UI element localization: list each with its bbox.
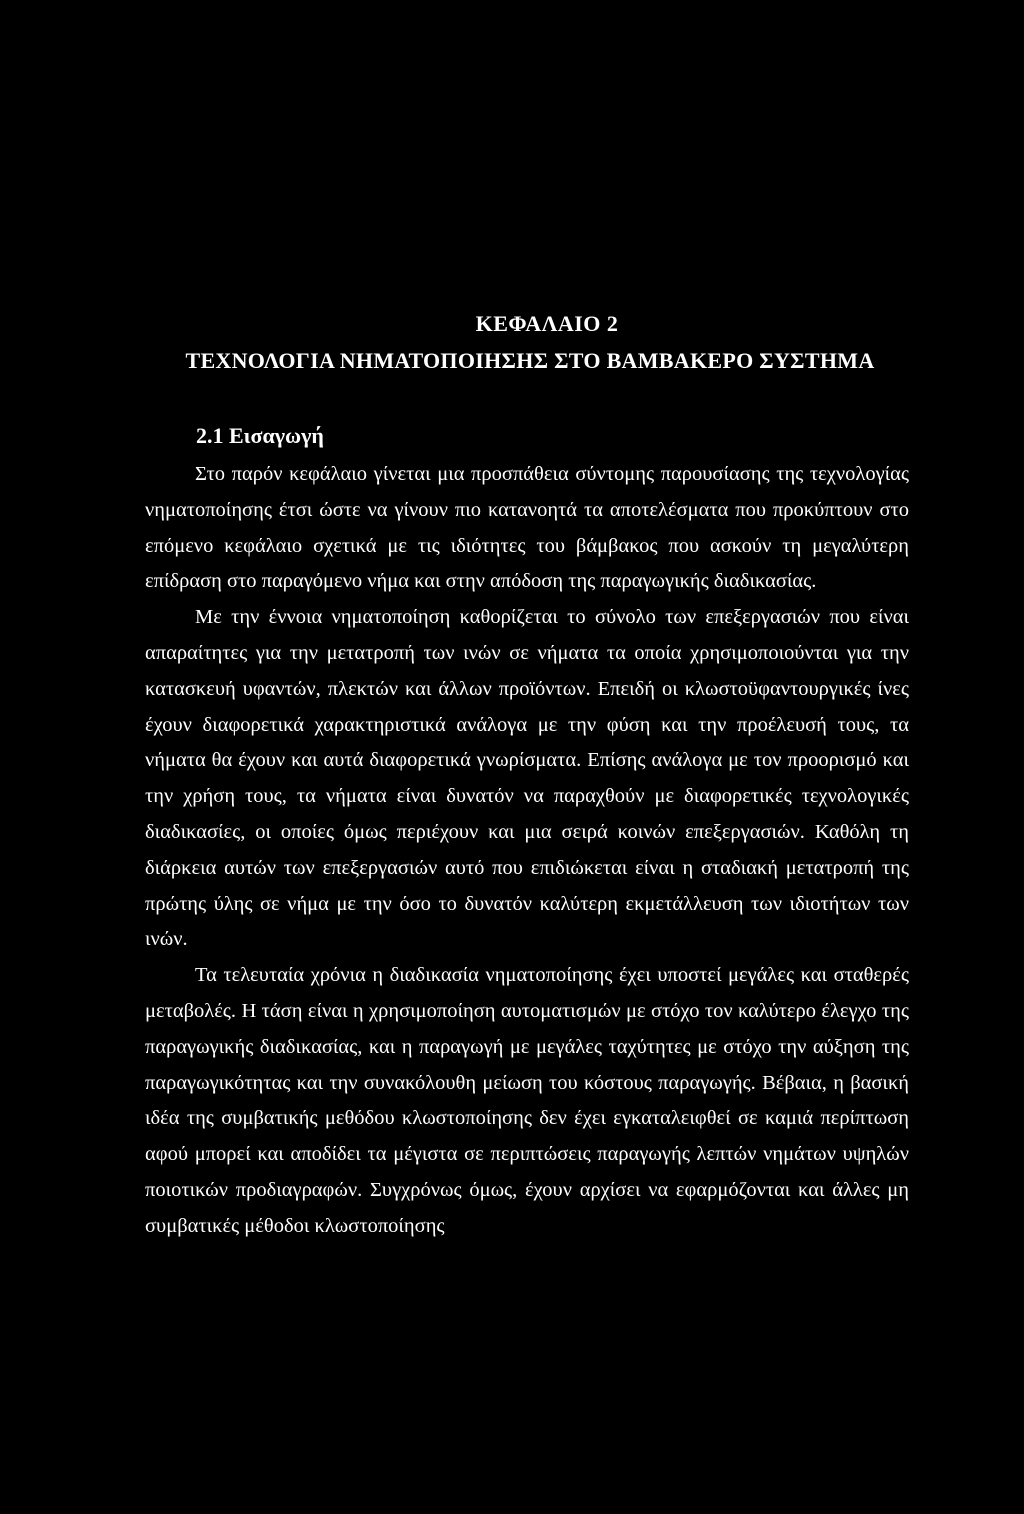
paragraph: Με την έννοια νηματοποίηση καθορίζεται το σύνολο των επεξεργασιών που είναι απαραίτητες για την μετατροπή των ινών σε νήματα τα οποία χρησιμοποιούνται για την κατασκευή υφαντών, πλεκτών και άλλων προϊόντων. Επειδή οι κλωστοϋφαντουργικές ίνες έχουν διαφορετικά χαρακτηριστικά ανάλογα με την φύση και την προέλευσή τους, τα νήματα θα έχουν και αυτά διαφορετικά γνωρίσματα. Επίσης ανάλογα με τον προορισμό και την χρήση τους, τα νήματα είναι δυνατόν να παραχθούν με διαφορετικές τεχνολογικές διαδικασίες, οι οποίες όμως περιέχουν και μια σειρά κοινών επεξεργασιών. Καθόλη τη διάρκεια αυτών των επεξεργασιών αυτό που επιδιώκεται είναι η σταδιακή μετατροπή της πρώτης ύλης σε νήμα με την όσο το δυνατόν καλύτερη εκμετάλλευση των ιδιοτήτων των ινών. xyxy=(145,606,909,951)
paragraph: Τα τελευταία χρόνια η διαδικασία νηματοποίησης έχει υποστεί μεγάλες και σταθερές μεταβολές. Η τάση είναι η χρησιμοποίηση αυτοματισμών με στόχο τον καλύτερο έλεγχο της παραγωγικής διαδικασίας, και η παραγωγή με μεγάλες ταχύτητες με στόχο την αύξηση της παραγωγικότητας και την συνακόλουθη μείωση του κόστους παραγωγής. Βέβαια, η βασική ιδέα της συμβατικής μεθόδου κλωστοποίησης δεν έχει εγκαταλειφθεί σε καμιά περίπτωση αφού μπορεί και αποδίδει τα μέγιστα σε περιπτώσεις παραγωγής λεπτών νημάτων υψηλών ποιοτικών προδιαγραφών. Συγχρόνως όμως, έχουν αρχίσει να εφαρμόζονται και άλλες μη συμβατικές μέθοδοι κλωστοποίησης xyxy=(145,964,909,1237)
chapter-label: ΚΕΦΑΛΑΙΟ 2 xyxy=(475,311,619,336)
body-text xyxy=(145,457,909,1245)
chapter-title: ΤΕΧΝΟΛΟΓΙΑ ΝΗΜΑΤΟΠΟΙΗΣΗΣ ΣΤΟ ΒΑΜΒΑΚΕΡΟ ΣΥΣΤΗΜΑ xyxy=(185,348,875,373)
section-heading: 2.1 Εισαγωγή xyxy=(196,423,324,448)
paragraph: Στο παρόν κεφάλαιο γίνεται μια προσπάθεια σύντομης παρουσίασης της τεχνολογίας νηματοποίησης έτσι ώστε να γίνουν πιο κατανοητά τα αποτελέσματα που προκύπτουν στο επόμενο κεφάλαιο σχετικά με τις ιδιότητες του βάμβακος που ασκούν τη μεγαλύτερη επίδραση στο παραγόμενο νήμα και στην απόδοση της παραγωγικής διαδικασίας. xyxy=(145,463,909,593)
